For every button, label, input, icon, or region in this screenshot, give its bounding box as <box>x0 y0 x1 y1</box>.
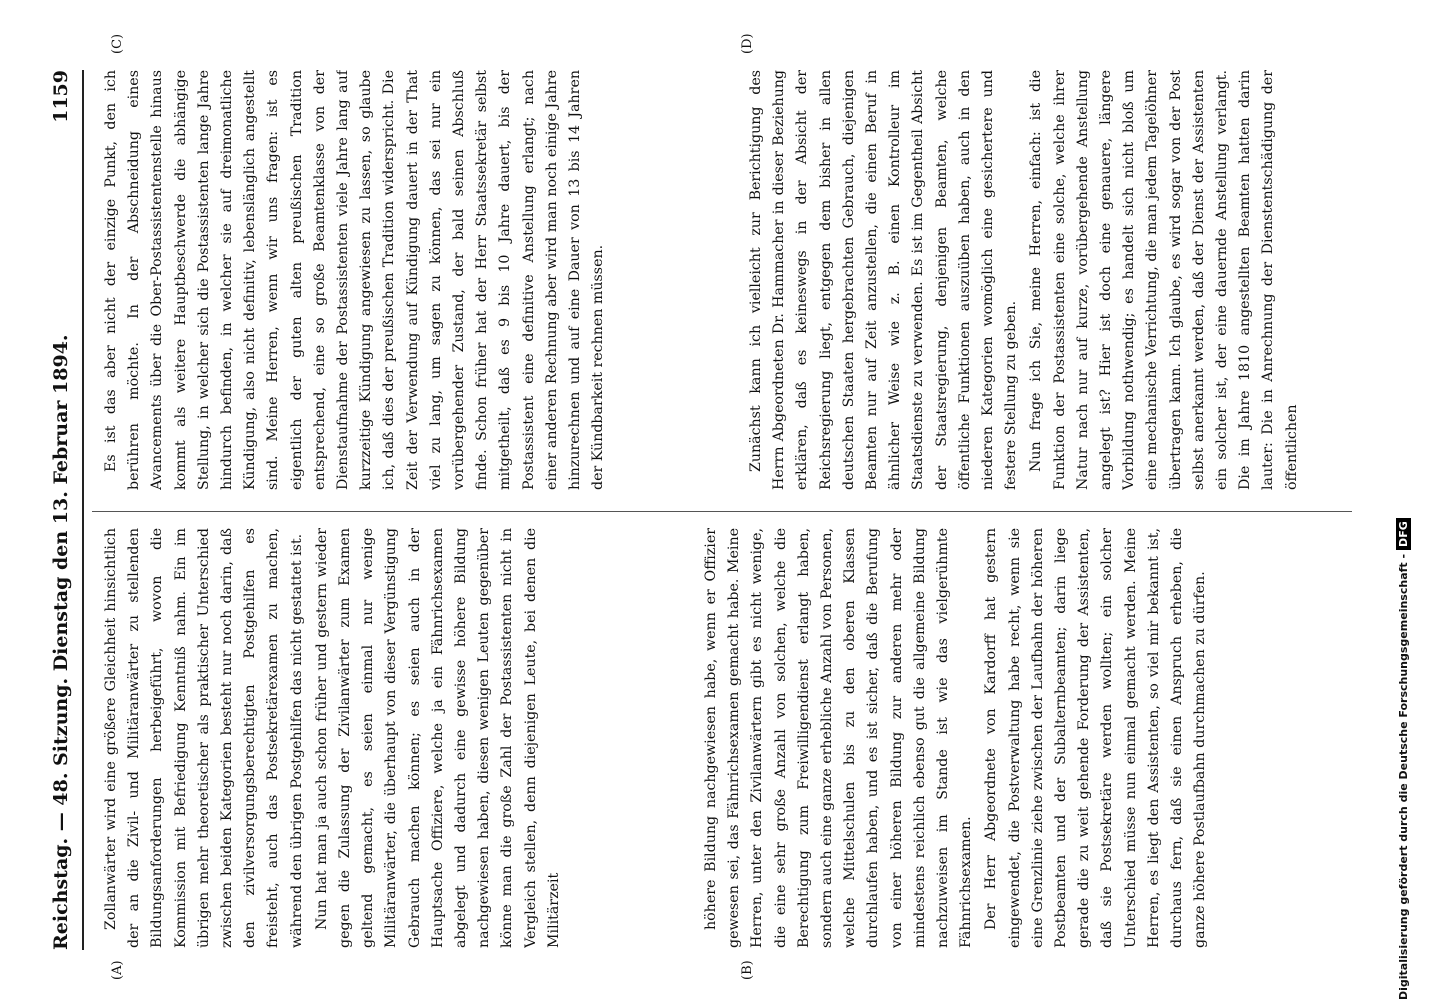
text-column-2 <box>700 528 1340 948</box>
column-divider <box>92 511 1352 512</box>
text-column-1 <box>100 528 690 948</box>
paragraph: Zollanwärter wird eine größere Gleichheit hinsichtlich der an die Zivil- und Militäranwärter zu stellenden Bildungsanforderungen herbeigeführt, wovon die Kommission mit Befriedigung Kenntniß nahm. Ein im übrigen mehr theoretischer als praktischer Unterschied zwischen beiden Kategorien besteht nur noch darin, daß den zivilversorgungsberechtigten Postgehilfen es freisteht, auch das Postsekretärexamen zu machen, während den übrigen Postgehilfen das nicht gestattet ist. <box>103 528 305 948</box>
dfg-logo: DFG <box>1396 518 1411 550</box>
digitization-footer <box>1396 0 1426 1000</box>
paragraph: Nun hat man ja auch schon früher und gestern wieder gegen die Zulassung der Zivilanwärter zum Examen geltend gemacht, es seien einmal nur wenige Militäranwärter, die überhaupt von dieser Vergünstigung Gebrauch machen können; es seien auch in der Hauptsache Offiziere, welche ja ein Fähnrichsexamen abgelegt und dadurch eine gewisse höhere Bildung nachgewiesen haben, diesen wenigen Leuten gegenüber könne man die große Zahl der Postassistenten nicht in Vergleich stellen, denn diejenigen Leute, bei denen die Militärzeit <box>313 528 562 948</box>
running-title: Reichstag. — 48. Sitzung. Dienstag den 13. Februar 1894. <box>50 334 72 950</box>
paragraph: Zunächst kann ich vielleicht zur Berichtigung des Herrn Abgeordneten Dr. Hammacher in dieser Beziehung erklären, daß es keineswegs in der Absicht der Reichsregierung liegt, entgegen dem bisher in allen deutschen Staaten hergebrachten Gebrauch, diejenigen Beamten nur auf Zeit anzustellen, die einen Beruf in ähnlicher Weise wie z. B. einen Kontrolleur im Staatsdienste zu verwenden. Es ist im Gegentheil Absicht der Staatsregierung, denjenigen Beamten, welche öffentliche Funktionen auszuüben haben, auch in den niederen Kategorien womöglich eine gesichertere und festere Stellung zu geben. <box>748 70 1020 490</box>
margin-mark-b: (B) <box>740 960 755 980</box>
text-column-4 <box>745 70 1335 490</box>
text-column-3 <box>100 70 740 490</box>
paragraph: höhere Bildung nachgewiesen habe, wenn er Offizier gewesen sei, das Fähnrichsexamen gemacht habe. Meine Herren, unter den Zivilanwärtern gibt es nicht wenige, die eine sehr große Anzahl von solchen, welche die Berechtigung zum Freiwilligendienst erlangt haben, sondern auch eine ganze erhebliche Anzahl von Personen, welche Mittelschulen bis zu den oberen Klassen durchlaufen haben, und es ist sicher, daß die Berufung von einer höheren Bildung zur anderen mehr oder mindestens reichlich ebenso gut die allgemeine Bildung nachzuweisen im Stande ist wie das vielgerühmte Fähnrichsexamen. <box>703 528 975 948</box>
footer-text: Digitalisierung gefördert durch die Deutsche Forschungsgemeinschaft - <box>1397 553 1410 1000</box>
paragraph: Nun frage ich Sie, meine Herren, einfach: ist die Funktion der Postassistenten eine solche, welche ihrer Natur nach nur auf kurze, vorübergehende Anstellung angelegt ist? Hier ist doch eine genauere, längere Vorbildung nothwendig; es handelt sich nicht bloß um eine mechanische Verrichtung, die man jedem Tagelöhner übertragen kann. Ich glaube, es wird sogar von der Post selbst anerkannt werden, daß der Dienst der Assistenten ein solcher ist, der eine dauernde Anstellung verlangt. Die im Jahre 1810 angestellten Beamten hatten darin lauter: Die in Anrechnung der Dienstentschädigung der öffentlichen <box>1028 70 1300 490</box>
margin-mark-d: (D) <box>740 33 755 54</box>
header-rule <box>82 70 84 950</box>
paragraph: Es ist das aber nicht der einzige Punkt, den ich berühren möchte. In der Abschneidung eines Avancements über die Ober-Postassistentenstelle hinaus kommt als weitere Hauptbeschwerde die abhängige Stellung, in welcher sich die Postassistenten lange Jahre hindurch befinden, in welcher sie auf dreimonatliche Kündigung, also nicht definitiv, lebenslänglich angestellt sind. Meine Herren, wenn wir uns fragen: ist es eigentlich der guten alten preußischen Tradition entsprechend, eine so große Beamtenklasse von der Dienstaufnahme der Postassistenten viele Jahre lang auf kurzzeitige Kündigung angewiesen zu lassen, so glaube ich, daß dies der preußischen Tradition widerspricht. Die Zeit der Verwendung auf Kündigung dauert in der That viel zu lang, um sagen zu können, das sei nur ein vorübergehender Zustand, der bald seinen Abschluß finde. Schon früher hat der Herr Staatssekretär selbst mitgetheilt, daß es 9 bis 10 Jahre dauert, bis der Postassistent eine definitive Anstellung erlangt; nach einer anderen Rechnung aber wird man noch einige Jahre hinzurechnen und auf eine Dauer von 13 bis 14 Jahren der Kündbarkeit rechnen müssen. <box>103 70 607 490</box>
margin-mark-c: (C) <box>110 33 125 54</box>
paragraph: Der Herr Abgeordnete von Kardorff hat gestern eingewendet, die Postverwaltung habe recht, wenn sie eine Grenzlinie ziehe zwischen der Laufbahn der höheren Postbeamten und der Subalternbeamten; darin liege gerade die zu weit gehende Forderung der Assistenten, daß sie Postsekretäre werden wollten; ein solcher Unterschied müsse nun einmal gemacht werden. Meine Herren, es liegt den Assistenten, so viel mir bekannt ist, durchaus fern, daß sie einen Anspruch erheben, die ganze höhere Postlaufbahn durchmachen zu dürfen. <box>983 528 1209 948</box>
page-header <box>50 70 78 950</box>
margin-mark-a: (A) <box>110 960 125 980</box>
page-number: 1159 <box>50 70 72 123</box>
